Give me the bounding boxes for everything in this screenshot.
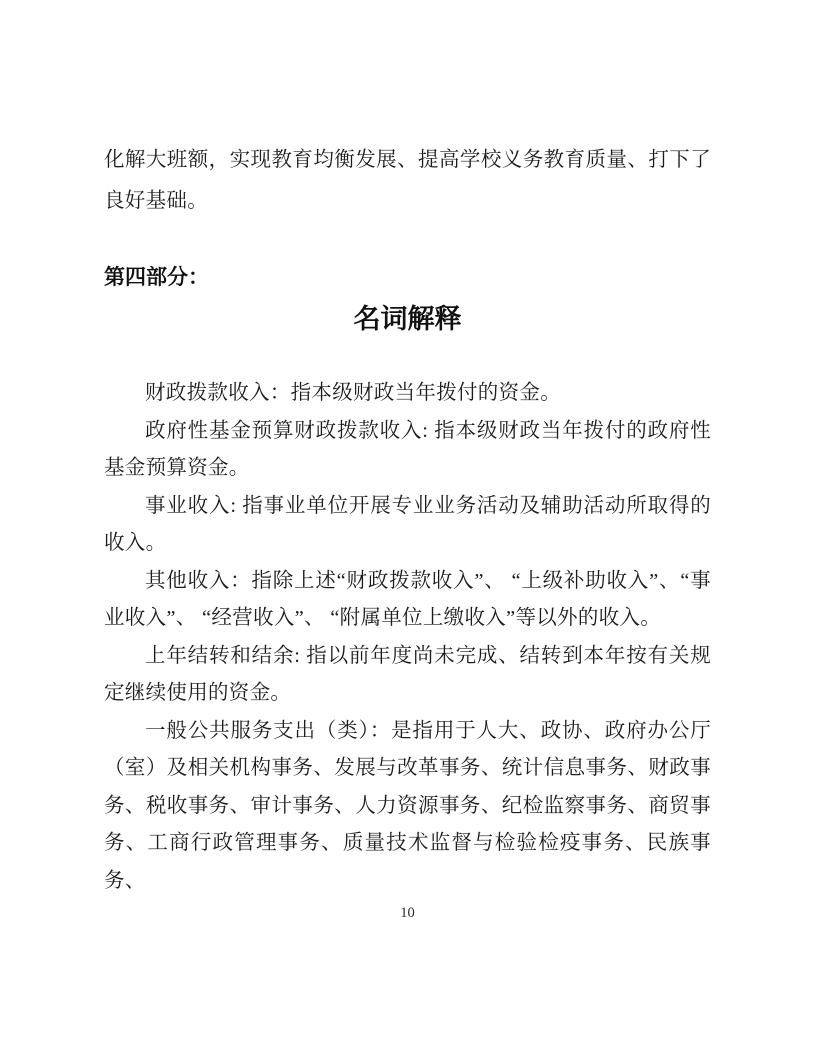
section-title: 名词解释 [353, 304, 462, 334]
definition-paragraph-general-public-service-expenditure: 一般公共服务支出（类）：是指用于人大、政协、政府办公厅（室）及相关机构事务、发展与改革事务、统计信息事务、财政事务、税收事务、审计事务、人力资源事务、纪检监察事务、商贸事务、工商行政管理事务、质量技术监督与检验检疫事务、民族事务、 [104, 719, 711, 892]
definitions-list [104, 375, 711, 900]
definition-paragraph-government-fund-budget-income: 政府性基金预算财政拨款收入: 指本级财政当年拨付的政府性基金预算资金。 [104, 419, 711, 479]
definition-paragraph-other-income: 其他收入：指除上述“财政拨款收入”、 “上级补助收入”、“事业收入”、 “经营收入”、 “附属单位上缴收入”等以外的收入。 [104, 569, 711, 629]
definition-paragraph-carryover-surplus: 上年结转和结余: 指以前年度尚未完成、结转到本年按有关规定继续使用的资金。 [104, 644, 711, 704]
page-number: 10 [400, 905, 415, 921]
section-label: 第四部分： [104, 266, 209, 289]
continuation-paragraph: 化解大班额，实现教育均衡发展、提高学校义务教育质量、打下了良好基础。 [104, 149, 711, 212]
definition-paragraph-fiscal-appropriation-income: 财政拨款收入：指本级财政当年拨付的资金。 [145, 382, 561, 404]
definition-paragraph-institution-income: 事业收入: 指事业单位开展专业业务活动及辅助活动所取得的收入。 [104, 494, 711, 554]
page-content [104, 140, 711, 900]
